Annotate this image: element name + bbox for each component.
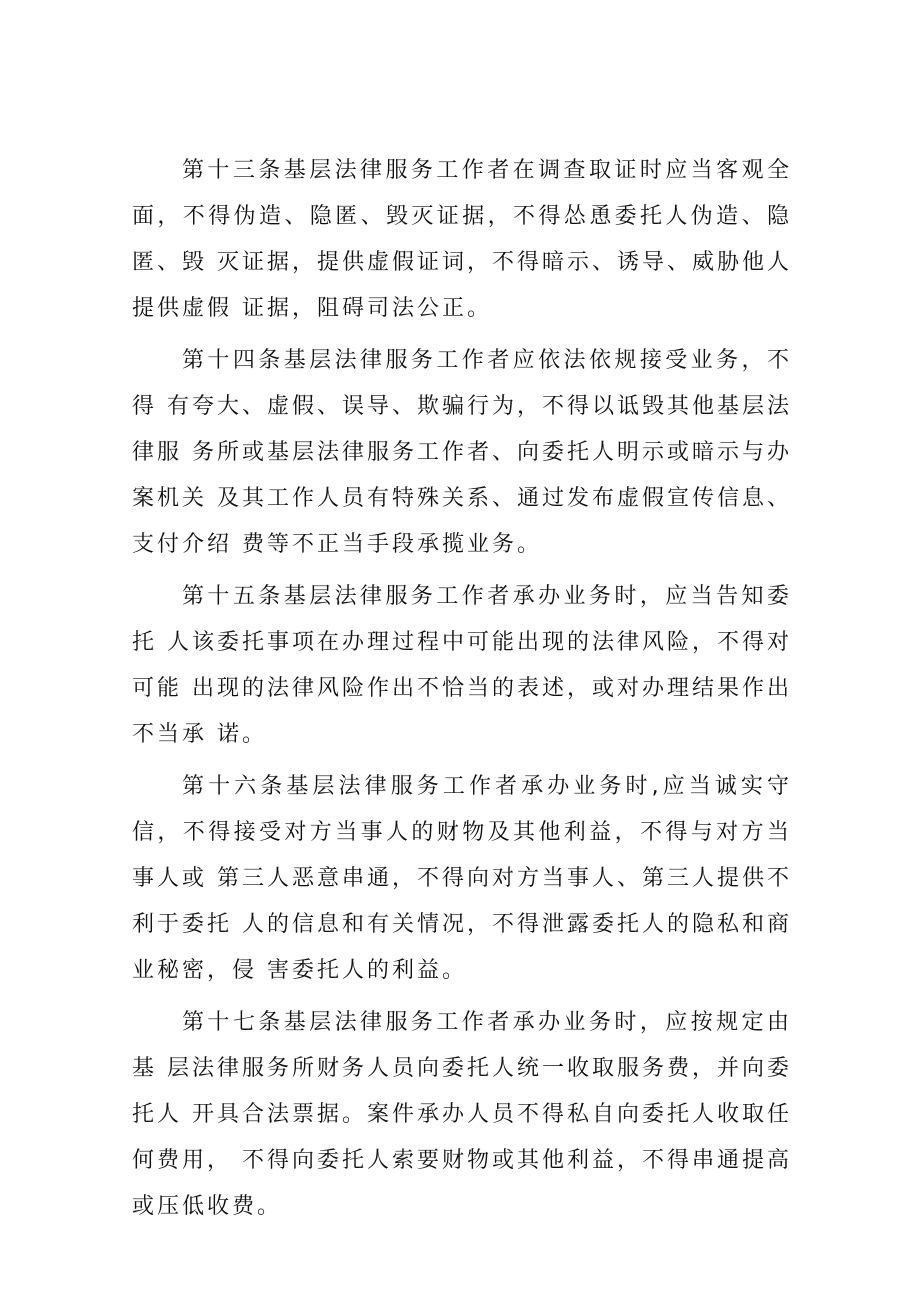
document-body [132,148,792,1236]
article-13-paragraph: 第十三条基层法律服务工作者在调查取证时应当客观全面，不得伪造、隐匿、毁灭证据，不得怂恿委托人伪造、隐匿、毁 灭证据，提供虚假证词，不得暗示、诱导、威胁他人提供虚假 证据，阻碍司法公正。 [132,158,792,321]
article-17-paragraph: 第十七条基层法律服务工作者承办业务时，应按规定由基 层法律服务所财务人员向委托人统一收取服务费，并向委托人 开具合法票据。案件承办人员不得私自向委托人收取任何费用， 不得向委托人索要财物或其他利益，不得串通提高或压低收费。 [132,1010,792,1219]
article-15-paragraph: 第十五条基层法律服务工作者承办业务时，应当告知委托 人该委托事项在办理过程中可能出现的法律风险，不得对可能 出现的法律风险作出不恰当的表述，或对办理结果作出不当承 诺。 [132,584,792,747]
article-16-paragraph: 第十六条基层法律服务工作者承办业务时,应当诚实守信，不得接受对方当事人的财物及其他利益，不得与对方当事人或 第三人恶意串通，不得向对方当事人、第三人提供不利于委托 人的信息和有关情况，不得泄露委托人的隐私和商业秘密，侵 害委托人的利益。 [132,774,792,983]
article-14-paragraph: 第十四条基层法律服务工作者应依法依规接受业务，不得 有夸大、虚假、误导、欺骗行为，不得以诋毁其他基层法律服 务所或基层法律服务工作者、向委托人明示或暗示与办案机关 及其工作人员有特殊关系、通过发布虚假宣传信息、支付介绍 费等不正当手段承揽业务。 [132,348,792,557]
